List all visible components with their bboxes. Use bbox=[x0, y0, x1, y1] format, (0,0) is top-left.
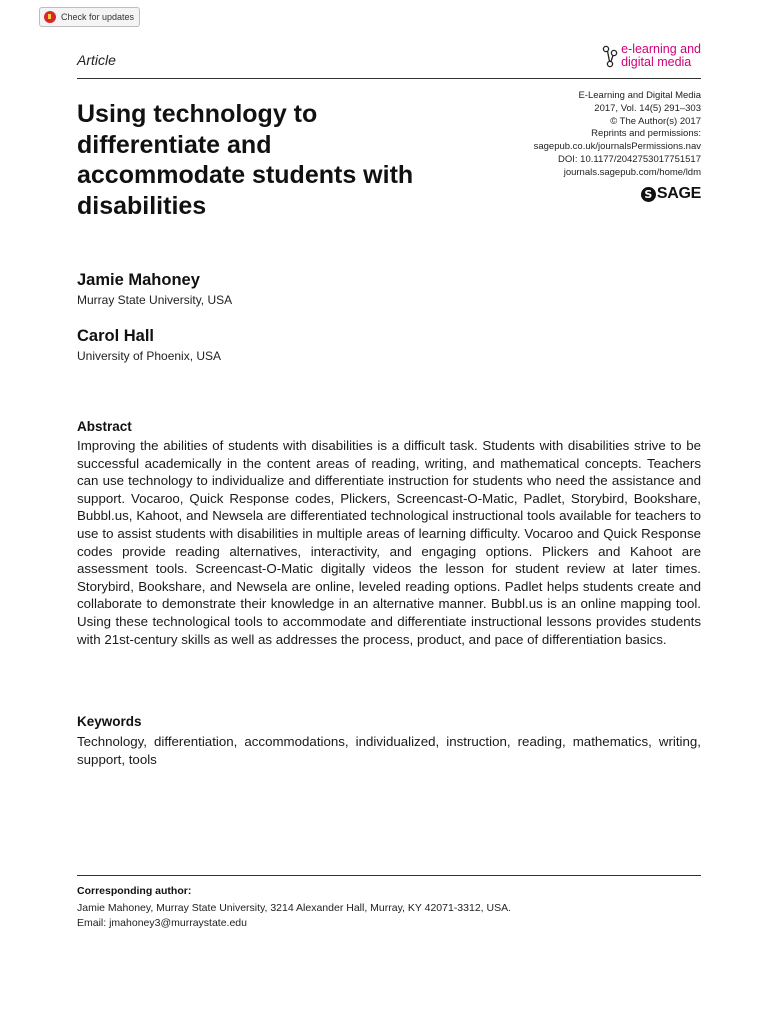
header-divider bbox=[77, 78, 701, 79]
corresponding-author-heading: Corresponding author: bbox=[77, 885, 192, 897]
corresponding-author-address: Jamie Mahoney, Murray State University, 3214 Alexander Hall, Murray, KY 42071-3312, USA. bbox=[77, 902, 512, 914]
article-title: Using technology to differentiate and accommodate students with disabilities bbox=[77, 100, 414, 220]
keywords-heading: Keywords bbox=[77, 714, 142, 729]
reprints-label: Reprints and permissions: bbox=[591, 128, 701, 140]
check-for-updates-label: Check for updates bbox=[61, 12, 135, 22]
sage-logo bbox=[641, 185, 701, 203]
author-affiliation: Murray State University, USA bbox=[77, 293, 233, 307]
brand-text-line1: e-learning and bbox=[621, 42, 701, 56]
journal-name: E-Learning and Digital Media bbox=[578, 90, 701, 101]
footer-divider bbox=[77, 875, 701, 876]
sage-wordmark: SAGE bbox=[656, 185, 701, 202]
check-for-updates-button[interactable] bbox=[39, 7, 140, 27]
network-nodes-icon bbox=[602, 45, 618, 69]
journal-meta bbox=[461, 90, 701, 180]
article-type-label: Article bbox=[77, 52, 116, 68]
doi-link[interactable]: DOI: 10.1177/2042753017751517 bbox=[558, 153, 701, 165]
keywords-text: Technology, differentiation, accommodations, individualized, instruction, reading, mathematics, writing, support, tools bbox=[77, 734, 701, 767]
abstract-heading: Abstract bbox=[77, 419, 132, 434]
journal-brand-logo bbox=[602, 43, 701, 69]
author-name: Jamie Mahoney bbox=[77, 271, 200, 289]
author-name: Carol Hall bbox=[77, 327, 155, 345]
abstract-text: Improving the abilities of students with disabilities is a difficult task. Students with disabilities strive to be successful academically in the content areas of reading, writing, and mathematical concepts. Teachers can use technology to individualize and differentiate instruction for students who need the assistance and support. Vocaroo, Quick Response codes, Plickers, Screencast-O-Matic, Padlet, Storybird, Bookshare, Bubbl.us, Kahoot, and Newsela are differentiated technological instructional tools available for teachers to use to assist students with disabilities in multiple areas of learning difficulty. Vocaroo and Quick Response codes provide reading alternatives, interactivity, and engaging options. Plickers and Kahoot are assessment tools. Screencast-O-Matic digitally videos the lesson for student review at later times. Storybird, Bookshare, and Newsela are online, leveled reading options. Padlet helps students create and collaborate to demonstrate their knowledge in an alternative manner. Bubbl.us is an online mapping tool. Using these technological tools to accommodate and differentiate instructional lessons provides students with 21st-century skills as well as addresses the process, product, and pace of differentiation basics. bbox=[77, 438, 701, 647]
journal-volume: 2017, Vol. 14(5) 291–303 bbox=[594, 102, 701, 114]
sage-mark-icon: S bbox=[641, 187, 656, 202]
crossmark-icon bbox=[44, 11, 56, 23]
reprints-link[interactable]: sagepub.co.uk/journalsPermissions.nav bbox=[533, 141, 701, 153]
copyright-notice: © The Author(s) 2017 bbox=[610, 115, 701, 127]
author-affiliation: University of Phoenix, USA bbox=[77, 349, 222, 363]
brand-text-line2: digital media bbox=[621, 55, 692, 69]
journal-home-link[interactable]: journals.sagepub.com/home/ldm bbox=[563, 166, 701, 178]
corresponding-author-email[interactable]: Email: jmahoney3@murraystate.edu bbox=[77, 917, 247, 929]
